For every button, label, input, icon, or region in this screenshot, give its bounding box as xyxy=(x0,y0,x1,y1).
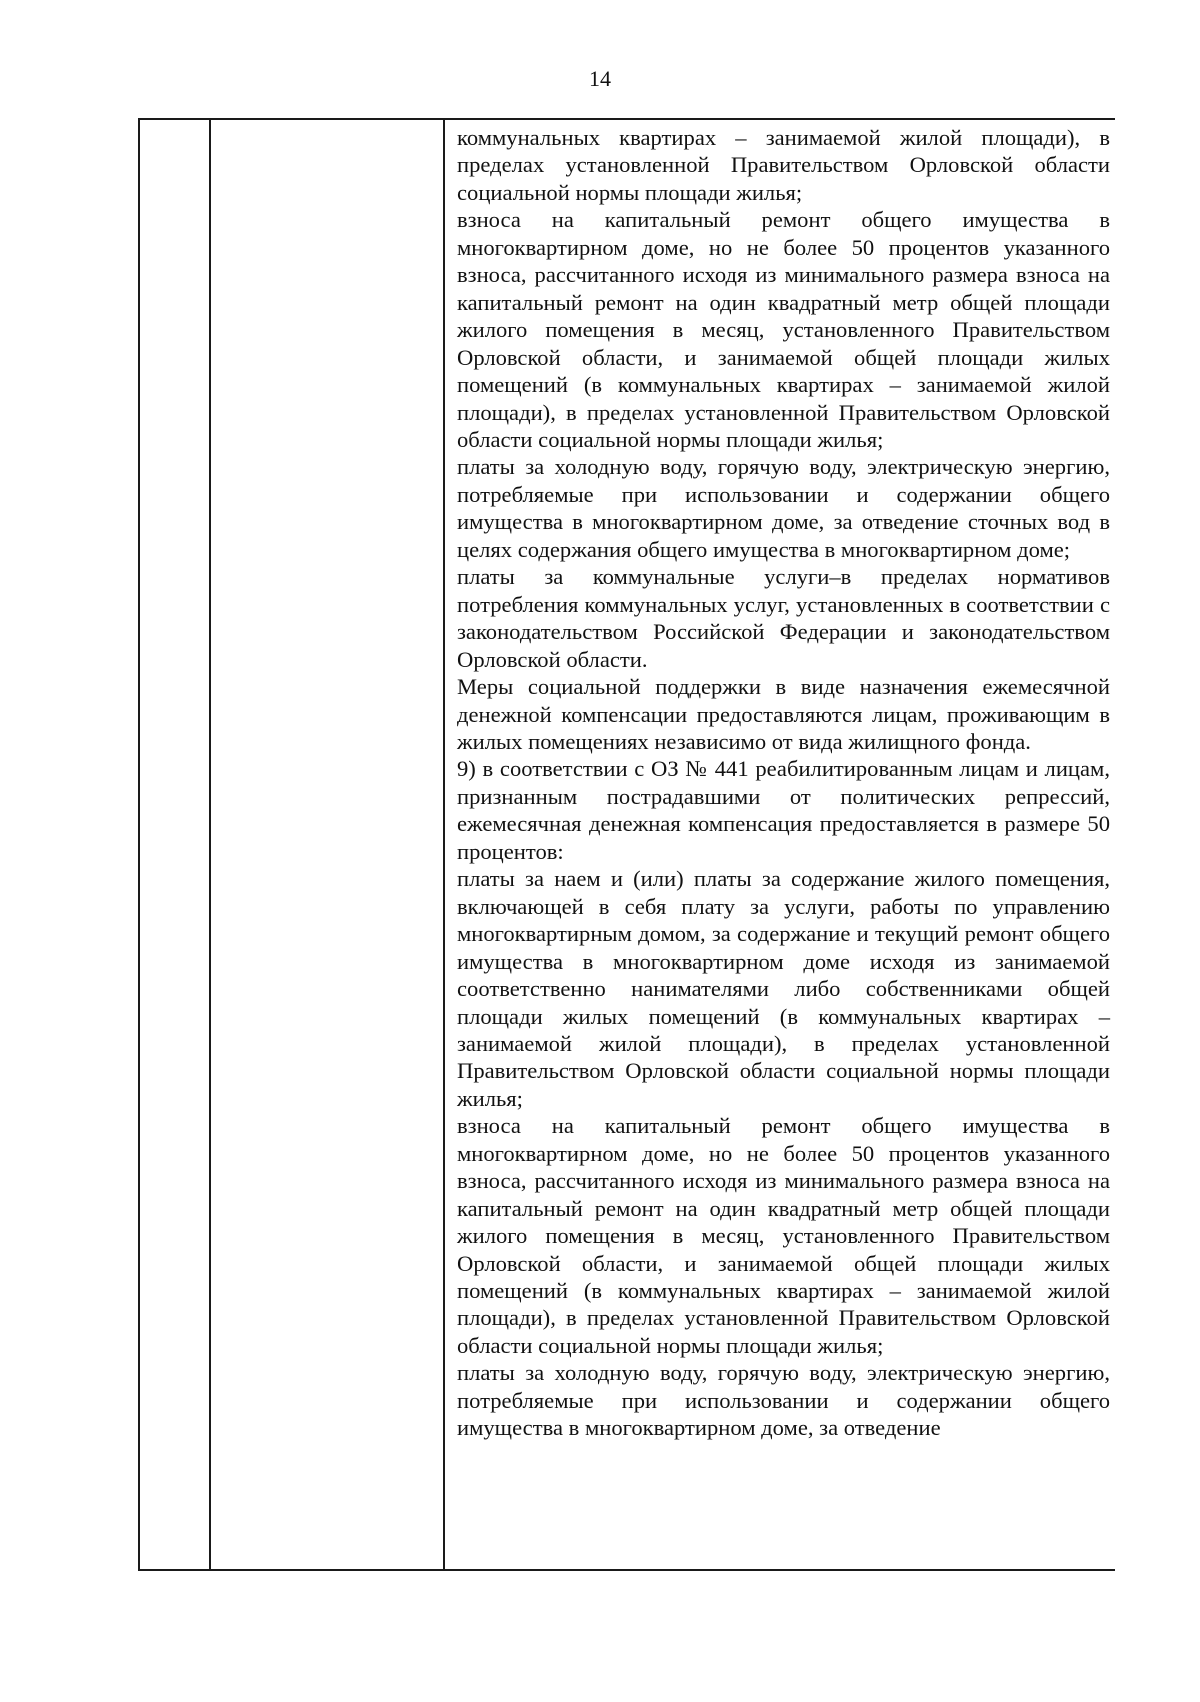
table-cell-content xyxy=(457,124,1110,1442)
paragraph: коммунальных квартирах – занимаемой жилой площади), в пределах установленной Правительством Орловской области социальной нормы площади жилья; xyxy=(457,125,1110,205)
paragraph: Меры социальной поддержки в виде назначения ежемесячной денежной компенсации предоставляются лицам, проживающим в жилых помещениях независимо от вида жилищного фонда. xyxy=(457,674,1110,754)
paragraph: платы за холодную воду, горячую воду, электрическую энергию, потребляемые при использовании и содержании общего имущества в многоквартирном доме, за отведение xyxy=(457,1360,1110,1441)
paragraph: взноса на капитальный ремонт общего имущества в многоквартирном доме, но не более 50 процентов указанного взноса, рассчитанного исходя из минимального размера взноса на капитальный ремонт на один квадратный метр общей площади жилого помещения в месяц, установленного Правительством Орловской области, и занимаемой общей площади жилых помещений (в коммунальных квартирах – занимаемой жилой площади), в пределах установленной Правительством Орловской области социальной нормы площади жилья; xyxy=(457,1113,1110,1358)
paragraph: платы за коммунальные услуги–в пределах нормативов потребления коммунальных услуг, установленных в соответствии с законодательством Российской Федерации и законодательством Орловской области. xyxy=(457,564,1110,672)
document-table xyxy=(138,118,1115,1571)
paragraph: платы за холодную воду, горячую воду, электрическую энергию, потребляемые при использовании и содержании общего имущества в многоквартирном доме, за отведение сточных вод в целях содержания общего имущества в многоквартирном доме; xyxy=(457,454,1110,562)
paragraph: платы за наем и (или) платы за содержание жилого помещения, включающей в себя плату за услуги, работы по управлению многоквартирным домом, за содержание и текущий ремонт общего имущества в многоквартирном доме исходя из занимаемой соответственно нанимателями либо собственниками общей площади жилых помещений (в коммунальных квартирах – занимаемой жилой площади), в пределах установленной Правительством Орловской области социальной нормы площади жилья; xyxy=(457,866,1110,1111)
table-column-divider xyxy=(443,120,445,1569)
paragraph: 9) в соответствии с ОЗ № 441 реабилитированным лицам и лицам, признанным пострадавшими от политических репрессий, ежемесячная денежная компенсация предоставляется в размере 50 процентов: xyxy=(457,756,1110,864)
table-column-divider xyxy=(209,120,211,1569)
page-number: 14 xyxy=(589,66,611,91)
paragraph: взноса на капитальный ремонт общего имущества в многоквартирном доме, но не более 50 процентов указанного взноса, рассчитанного исходя из минимального размера взноса на капитальный ремонт на один квадратный метр общей площади жилого помещения в месяц, установленного Правительством Орловской области, и занимаемой общей площади жилых помещений (в коммунальных квартирах – занимаемой жилой площади), в пределах установленной Правительством Орловской области социальной нормы площади жилья; xyxy=(457,207,1110,452)
